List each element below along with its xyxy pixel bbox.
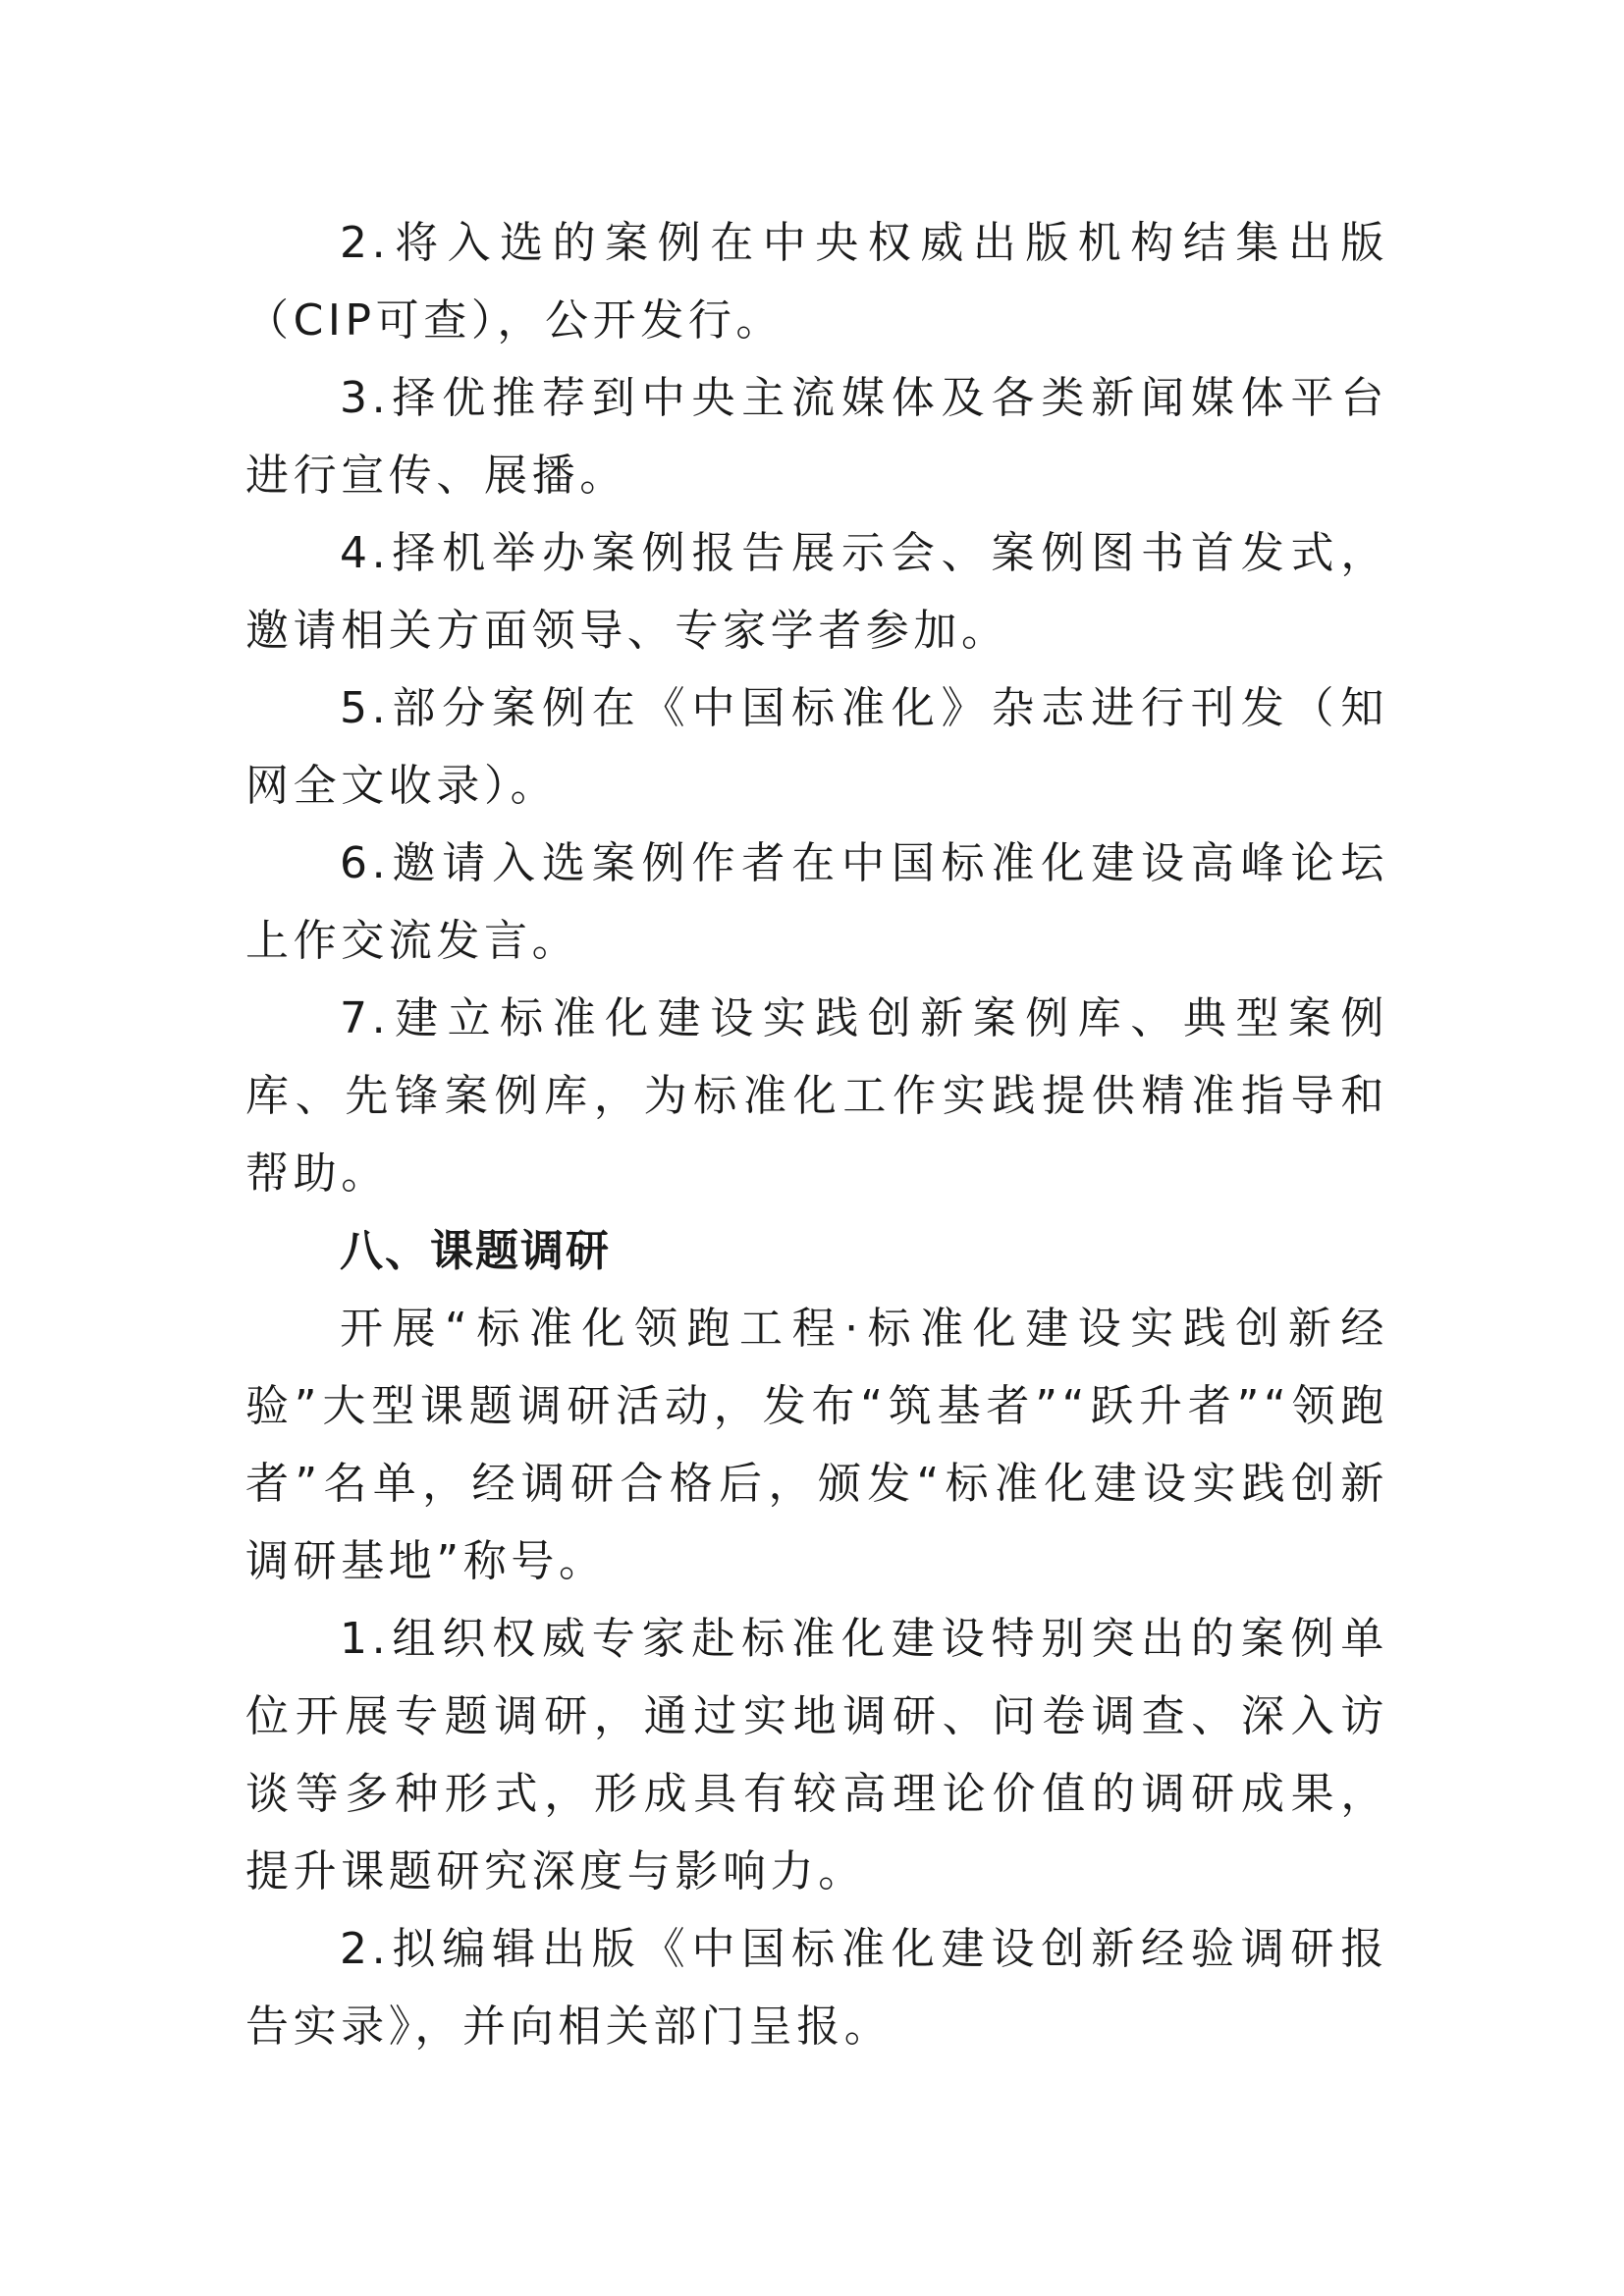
paragraph-research-experts: 1.组织权威专家赴标准化建设特别突出的案例单位开展专题调研，通过实地调研、问卷调查、深入访谈等多种形式，形成具有较高理论价值的调研成果，提升课题研究深度与影响力。: [245, 1614, 1388, 1896]
paragraph-media-promotion: 3.择优推荐到中央主流媒体及各类新闻媒体平台进行宣传、展播。: [245, 373, 1388, 501]
paragraph-forum: 6.邀请入选案例作者在中国标准化建设高峰论坛上作交流发言。: [245, 838, 1388, 966]
paragraph-research-intro: 开展“标准化领跑工程·标准化建设实践创新经验”大型课题调研活动，发布“筑基者”“跃升者”“领跑者”名单，经调研合格后，颁发“标准化建设实践创新调研基地”称号。: [245, 1304, 1388, 1586]
paragraph-magazine: 5.部分案例在《中国标准化》杂志进行刊发（知网全文收录）。: [245, 683, 1388, 811]
document-body: [245, 204, 1388, 2065]
paragraph-case-library: 7.建立标准化建设实践创新案例库、典型案例库、先锋案例库，为标准化工作实践提供精准指导和帮助。: [245, 993, 1388, 1199]
paragraph-exhibition: 4.择机举办案例报告展示会、案例图书首发式，邀请相关方面领导、专家学者参加。: [245, 528, 1388, 656]
paragraph-research-report: 2.拟编辑出版《中国标准化建设创新经验调研报告实录》，并向相关部门呈报。: [245, 1924, 1388, 2052]
section-heading: 八、课题调研: [340, 1226, 611, 1276]
paragraph-publication: 2.将入选的案例在中央权威出版机构结集出版（CIP可查），公开发行。: [245, 218, 1388, 346]
